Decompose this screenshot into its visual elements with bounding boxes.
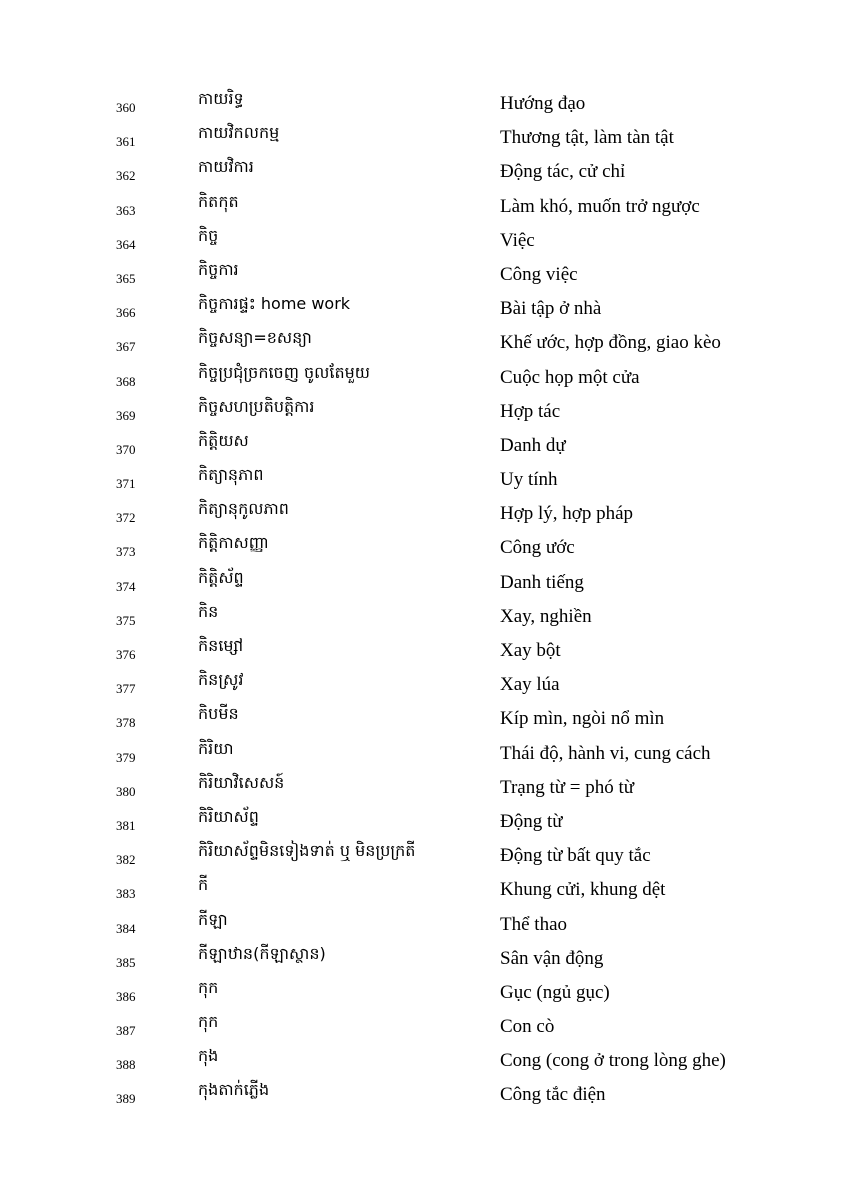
entry-number: 373 — [116, 544, 136, 560]
entry-number: 384 — [116, 920, 136, 936]
entry-number: 360 — [116, 100, 136, 115]
entry-number: 369 — [116, 407, 136, 423]
entry-khmer-term: កិត្តិកាសញ្ញា — [198, 533, 269, 553]
entry-number: 386 — [116, 988, 136, 1004]
entry-number: 370 — [116, 441, 136, 457]
entry-khmer-term: កិច្ចការផ្ទះ home work — [198, 294, 351, 314]
entry-khmer-term: កុង — [198, 1046, 219, 1066]
entry-khmer-term: កិច្ចប្រជុំច្រកចេញ ចូលតែមួយ — [198, 362, 371, 382]
entry-number: 362 — [116, 168, 136, 184]
entry-row — [0, 804, 848, 838]
entry-vietnamese-translation: Thể thao — [500, 913, 568, 935]
entry-number: 365 — [116, 270, 136, 286]
entry-khmer-term: កិច្ចការ — [198, 259, 239, 279]
entry-row — [0, 291, 848, 325]
entry-khmer-term: កីឡាឋាន(កីឡាស្ថាន) — [198, 943, 326, 963]
entry-vietnamese-translation: Xay bột — [500, 640, 561, 661]
entry-row — [0, 1009, 848, 1043]
entry-khmer-term: កិរិយាស័ព្ទ — [198, 806, 259, 826]
entry-khmer-term: កិរិយាស័ព្ទមិនទៀងទាត់ ឬ មិនប្រក្រតី — [198, 841, 416, 861]
entry-vietnamese-translation: Xay, nghiền — [500, 605, 592, 627]
entry-number: 378 — [116, 715, 136, 731]
entry-vietnamese-translation: Thái độ, hành vi, cung cách — [500, 742, 711, 764]
entry-row — [0, 1043, 848, 1077]
entry-vietnamese-translation: Uy tính — [500, 469, 558, 491]
entry-vietnamese-translation: Công việc — [500, 263, 578, 285]
entry-row — [0, 599, 848, 633]
entry-vietnamese-translation: Hợp tác — [500, 400, 561, 422]
entry-row — [0, 736, 848, 770]
entry-row — [0, 223, 848, 257]
entry-row — [0, 496, 848, 530]
entry-number: 363 — [116, 202, 136, 218]
entry-khmer-term: កិត្យានុភាព — [198, 465, 264, 485]
entry-khmer-term: កាយរិទ្ធ — [198, 89, 244, 108]
entry-row — [0, 394, 848, 428]
entry-vietnamese-translation: Sân vận động — [500, 947, 604, 969]
entry-vietnamese-translation: Làm khó, muốn trở ngược — [500, 195, 700, 217]
entry-vietnamese-translation: Công tắc điện — [500, 1084, 606, 1106]
entry-row — [0, 325, 848, 359]
entry-khmer-term: កុក — [198, 1012, 219, 1032]
entry-khmer-term: កិច្ចសហប្រតិបត្តិការ — [198, 396, 315, 416]
entry-vietnamese-translation: Khế ước, hợp đồng, giao kèo — [500, 332, 721, 354]
entry-khmer-term: កិត្តិយស — [198, 430, 249, 450]
entry-row — [0, 565, 848, 599]
entry-khmer-term: កិរិយា — [198, 738, 234, 758]
entry-row — [0, 154, 848, 188]
entry-number: 374 — [116, 578, 136, 594]
entry-vietnamese-translation: Xay lúa — [500, 674, 560, 696]
entry-number: 372 — [116, 510, 136, 526]
entry-vietnamese-translation: Động từ — [500, 810, 563, 832]
entry-number: 376 — [116, 647, 136, 662]
entry-khmer-term: កុក — [198, 977, 219, 997]
entry-row — [0, 428, 848, 462]
entry-row — [0, 86, 848, 120]
entry-number: 375 — [116, 612, 136, 628]
entry-vietnamese-translation: Kíp mìn, ngòi nổ mìn — [500, 708, 665, 730]
entry-vietnamese-translation: Cong (cong ở trong lòng ghe) — [500, 1050, 726, 1072]
entry-list — [0, 86, 848, 1112]
entry-row — [0, 838, 848, 872]
entry-row — [0, 1077, 848, 1111]
entry-row — [0, 770, 848, 804]
entry-number: 368 — [116, 373, 136, 389]
entry-khmer-term: កិត្យានុកូលភាព — [198, 499, 289, 519]
entry-row — [0, 530, 848, 564]
entry-vietnamese-translation: Danh tiếng — [500, 571, 584, 593]
entry-vietnamese-translation: Cuộc họp một cửa — [500, 366, 640, 388]
entry-vietnamese-translation: Con cò — [500, 1016, 555, 1038]
entry-number: 385 — [116, 954, 136, 970]
entry-vietnamese-translation: Hợp lý, hợp pháp — [500, 503, 634, 525]
entry-row — [0, 257, 848, 291]
entry-number: 379 — [116, 749, 136, 765]
entry-row — [0, 941, 848, 975]
entry-number: 389 — [116, 1091, 136, 1107]
entry-vietnamese-translation: Việc — [500, 229, 535, 251]
entry-row — [0, 907, 848, 941]
entry-vietnamese-translation: Khung cửi, khung dệt — [500, 879, 666, 901]
entry-vietnamese-translation: Động tác, cử chỉ — [500, 161, 626, 183]
entry-khmer-term: កិតកុត — [198, 191, 239, 211]
entry-khmer-term: កិបមីន — [198, 704, 239, 724]
entry-row — [0, 701, 848, 735]
entry-row — [0, 633, 848, 667]
entry-number: 366 — [116, 305, 136, 321]
entry-row — [0, 975, 848, 1009]
entry-vietnamese-translation: Bài tập ở nhà — [500, 298, 602, 320]
entry-number: 387 — [116, 1023, 136, 1039]
entry-number: 364 — [116, 236, 136, 252]
entry-number: 361 — [116, 134, 136, 150]
entry-vietnamese-translation: Danh dự — [500, 434, 566, 456]
entry-khmer-term: កុងតាក់ភ្លើង — [198, 1080, 270, 1100]
entry-number: 383 — [116, 886, 136, 902]
entry-khmer-term: កិរិយាវិសេសន៍ — [198, 772, 285, 792]
entry-khmer-term: កិន — [198, 601, 219, 621]
entry-khmer-term: កិនម្សៅ — [198, 636, 244, 655]
entry-row — [0, 872, 848, 906]
entry-khmer-term: កាយវិកលកម្ម — [198, 123, 280, 143]
entry-number: 381 — [116, 817, 136, 833]
entry-khmer-term: កិនស្រូវ — [198, 670, 244, 690]
entry-number: 377 — [116, 681, 136, 697]
entry-number: 382 — [116, 852, 136, 868]
entry-vietnamese-translation: Công ước — [500, 537, 575, 559]
entry-row — [0, 667, 848, 701]
entry-vietnamese-translation: Trạng từ = phó từ — [500, 776, 635, 798]
entry-number: 367 — [116, 339, 136, 355]
entry-khmer-term: កីឡា — [198, 909, 228, 929]
entry-khmer-term: កិច្ច — [198, 225, 219, 245]
entry-vietnamese-translation: Thương tật, làm tàn tật — [500, 127, 674, 149]
entry-vietnamese-translation: Động từ bất quy tắc — [500, 845, 651, 867]
entry-khmer-term: កី — [198, 875, 209, 895]
entry-row — [0, 462, 848, 496]
entry-khmer-term: កាយវិការ — [198, 157, 254, 177]
entry-khmer-term: កិត្តិស័ព្ទ — [198, 567, 244, 587]
entry-vietnamese-translation: Gục (ngủ gục) — [500, 981, 610, 1003]
entry-number: 388 — [116, 1057, 136, 1073]
entry-row — [0, 120, 848, 154]
entry-number: 371 — [116, 476, 136, 492]
entry-row — [0, 189, 848, 223]
entry-khmer-term: កិច្ចសន្យា=ខសន្យា — [198, 328, 312, 348]
entry-number: 380 — [116, 783, 136, 799]
entry-row — [0, 360, 848, 394]
entry-vietnamese-translation: Hướng đạo — [500, 93, 586, 114]
